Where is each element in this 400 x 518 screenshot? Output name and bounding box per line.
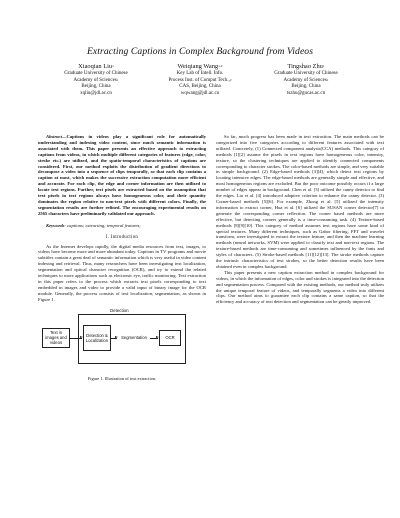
figure-detection-box: Detection & Localization	[83, 325, 111, 351]
author-block-2	[140, 63, 260, 98]
figure-ocr-box: OCR	[159, 330, 181, 346]
section-heading-introduction: I. Introduction	[105, 234, 139, 240]
author-email: tszhu@gucas.ac.cn	[286, 91, 326, 97]
figure-input-box: Text in images and videos	[42, 328, 70, 348]
figure-detection-label: Detection	[110, 307, 129, 313]
figure-caption: Figure 1. Illustration of text extraction.	[87, 375, 157, 381]
author-affiliation: Academy of Sciences$^1$	[73, 77, 119, 83]
author-block-1	[36, 63, 156, 98]
left-column	[38, 134, 206, 382]
body-paragraph: So far, much progress has been made in text extraction. The main methods can be categorized into five categories according to different features associated with text utilized. Concretely, (1) Connected component analysis(CCA) methods. This category of methods [1][2] assume the pixels in text regions have homogeneous color, intensity, texture, so the clustering techniques are applied to identify connected components corresponding to character strokes. The color-based methods are simple, and very suitable in simple background. (2) Edge-based methods [3][4], which detect text regions by locating intensive edges. The edge-based methods are generally simple and effective, and most homogeneous regions are excluded. But the poor outcome possibly occurs if a large number of edges appear in background. Chen et al. [3] utilized the canny detector to find the edges. Liu et al. [4] introduced adaptive criterion to enhance the canny detector. (3) Corner-based methods [5][6]. For example, Zhong et al. [5] utilized the intensity information to extract corner, Hua et al. [6] utilized the SUSAN corner detector[7] to generate the corresponding corner reflection. The corner based methods are more effective, but detecting corners generally is a time-consuming task. (4) Texture-based methods [8][9][10]. This category of method assumes text regions have some kind of special textures. Many different techniques, such as Gabor filtering, FFT and wavelet transform, were investigated to extract the texture feature, and then the machine learning methods (neural networks, SVM) were applied to classify text and non-text regions. The texture-based methods are time-consuming and sometimes influenced by the fonts and styles of characters. (5) Stroke-based methods [11][12][13]. The stroke methods capture the intrinsic characteristics of text strokes, so the better detection results have been obtained even in complex background.	[216, 134, 384, 269]
figure-segmentation-box: Segmentation	[121, 335, 147, 341]
author-email: wqwang@jdl.ac.cn	[180, 91, 220, 97]
intro-paragraph: As the Internet develops rapidly, the digital media resources from text, images, to videos have become more and more abundant today. Captions in TV programs and movie subtitles contain a great deal of semantic information which is very useful in video content indexing and retrieval. Thus, many researchers have been investigating text localization, segmentation and optical character recognition (OCR), and try to extend the related techniques to more applications such as electronic eye, traffic monitoring. Text extraction in this paper refers to the process which extracts text pixels corresponding to text embedded in images and video to provide a valid input of binary image for the OCR module. Generally, the process consists of text localization, segmentation, as shown in Figure 1.	[38, 243, 206, 302]
figure-arrow	[150, 338, 158, 339]
figure-1	[38, 308, 206, 382]
author-location: Beijing, China	[81, 84, 111, 90]
figure-arrow	[70, 338, 82, 339]
author-name: Xiaoqian Liu$^1$	[78, 63, 114, 70]
author-name: Weiqiang Wang$^{1,2}$	[177, 63, 223, 70]
body-paragraph: This paper presents a new caption extraction method in complex background for videos, in which the information of edges, color and strokes is integrated into the detection and segmentation process. Compared with the existing methods, our method truly utilizes the unique temporal feature of videos, and temporally segments a video into different clips. Our method aims to guarantee each clip contains a same caption, so that the efficiency and accuracy of text detection and segmentation can be greatly improved.	[216, 269, 384, 305]
author-affiliation: Process Inst. of Comput Tech.,$^2$	[168, 77, 232, 83]
abstract: Abstract—Captions in videos play a significant role for automatically understanding and indexing video content, since much semantic information is associated with them. This paper presents an effective approach to extracting captions from videos, in which multiple different categories of features (edge, color, stroke etc.) are utilized, and the spatio-temporal characteristics of captions are considered. First, our method exploits the distribution of gradient directions to decompose a video into a sequence of clips temporally, so that each clip contains a caption at most, which makes the successive extraction computation more efficient and accurate. For each clip, the edge and corner information are then utilized to locate text regions. Further, text pixels are extracted based on the assumption that text pixels in text regions always have homogeneous color, and their quantity dominates the region relative to non-text pixels with different colors. Finally, the segmentation results are further refined. The encouraging experimental results on 2565 characters have preliminarily validated our approach.	[38, 134, 206, 216]
author-affiliation: Key Lab of Intell. Info.	[176, 71, 224, 76]
author-affiliation: Graduate University of Chinese	[274, 71, 338, 76]
author-location: CAS, Beijing, China	[179, 84, 221, 90]
author-name: Tingshao Zhu$^1$	[287, 63, 325, 70]
author-location: Beijing, China	[291, 84, 321, 90]
author-affiliation: Graduate University of Chinese	[64, 71, 128, 76]
author-affiliation: Academy of Sciences$^1$	[283, 77, 329, 83]
figure-arrow	[111, 338, 117, 339]
keywords: Keywords- captions; extracting; temporal features;	[46, 222, 141, 228]
paper-title: Extracting Captions in Complex Background from Videos	[86, 46, 314, 57]
author-email: xqliu@jdl.ac.cn	[80, 91, 112, 97]
right-column	[216, 134, 384, 305]
author-block-3	[246, 63, 366, 98]
